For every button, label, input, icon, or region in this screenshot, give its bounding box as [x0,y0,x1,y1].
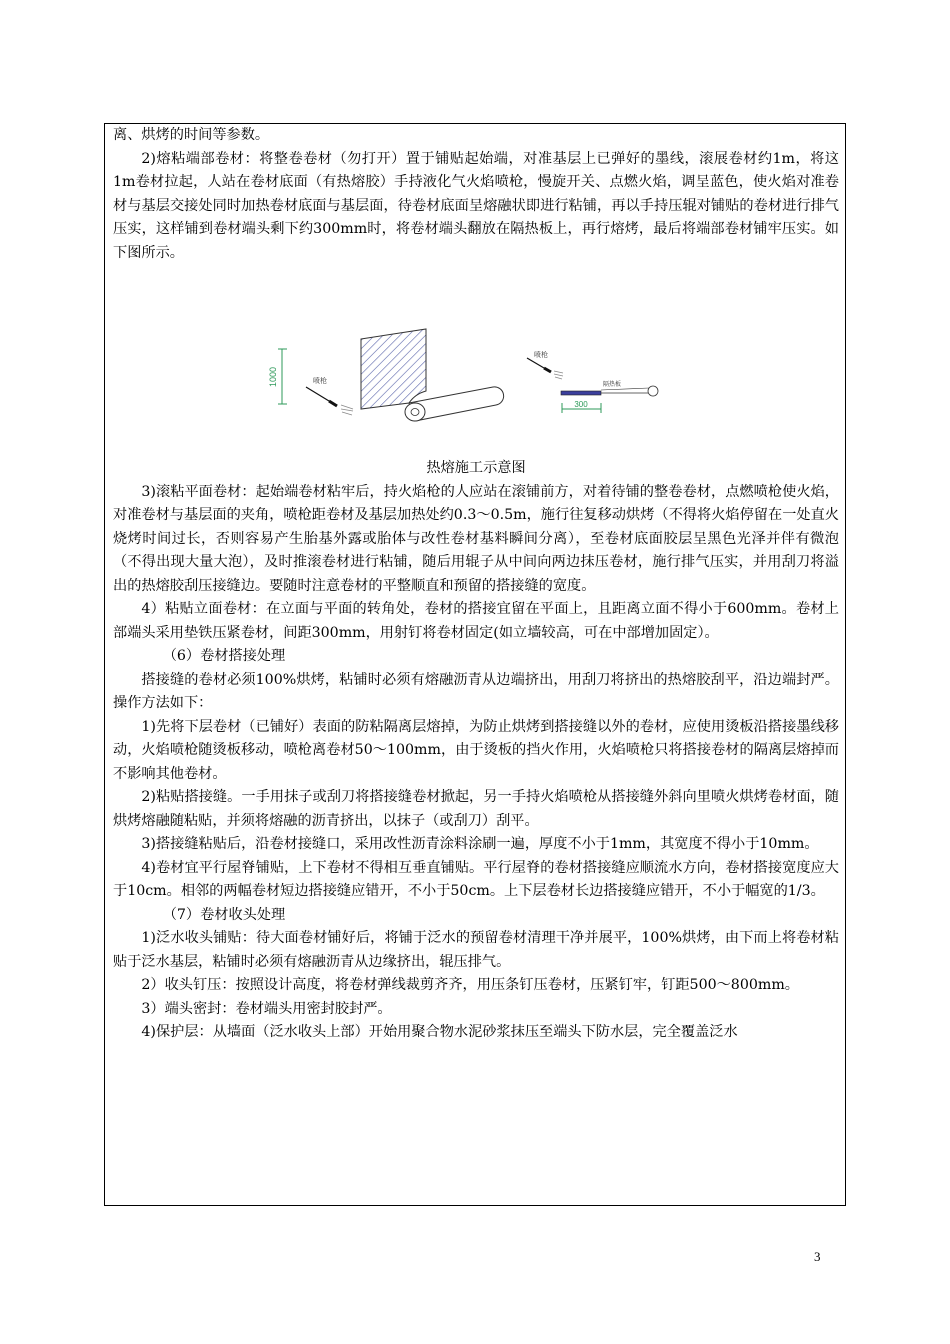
paragraph-p10: 2）收头钉压：按照设计高度，将卷材弹线裁剪齐齐，用压条钉压卷材，压紧钉牢，钉距500～800mm。 [141,977,799,993]
paragraph-p9: 1)泛水收头铺贴：待大面卷材铺好后，将铺于泛水的预留卷材清理干净并展平，100%烘烤，由下而上将卷材粘贴于泛水基层，粘铺时必须有熔融沥青从边缘挤出，辊压排气。 [113,930,839,970]
vertical-membrane [361,329,426,409]
left-torch-label: 喷枪 [313,378,327,385]
paragraph-p2: 3)滚粘平面卷材：起始端卷材粘牢后，持火焰枪的人应站在滚铺前方，对着待铺的整卷卷材，点燃喷枪使火焰，对准卷材与基层面的夹角，喷枪距卷材及基层加热处约0.3～0.5m，施行往复移动烘烤（不得将火焰停留在一处直火烧烤时间过长，否则容易产生胎基外露或胎体与改性卷材基料瞬间分离），至卷材底面胶层呈黑色光泽并伴有微泡（不得出现大量大泡），及时推滚卷材进行粘铺，随后用辊子从中间向两边抹压卷材，施行排气压实，并用刮刀将溢出的热熔胶刮压接缝边。要随时注意卷材的平整顺直和预留的搭接缝的宽度。 [113,483,839,594]
paragraph-p6: 2)粘贴搭接缝。一手用抹子或刮刀将搭接缝卷材掀起，另一手持火焰喷枪从搭接缝外斜向里喷火烘烤卷材面，随烘烤熔融随粘贴，并须将熔融的沥青挤出，以抹子（或刮刀）刮平。 [113,789,839,829]
paragraph-p5: 1)先将下层卷材（已铺好）表面的防粘隔离层熔掉，为防止烘烤到搭接缝以外的卷材，应使用烫板沿搭接墨线移动，火焰喷枪随烫板移动，喷枪离卷材50～100mm，由于烫板的挡火作用，火焰喷枪只将搭接卷材的隔离层熔掉而不影响其他卷材。 [113,718,839,782]
left-dimension-line [278,349,287,404]
hot-melt-diagram [113,291,839,457]
paragraph-p1: 2)熔粘端部卷材：将整卷卷材（勿打开）置于铺贴起始端，对准基层上已弹好的墨线，滚展卷材约1m，将这1m卷材拉起，人站在卷材底面（有热熔胶）手持液化气火焰喷枪，慢旋开关、点燃火焰，调呈蓝色，使火焰对准卷材与基层交接处同时加热卷材底面与基层面，待卷材底面呈熔融状即进行粘铺，再以手持压辊对铺贴的卷材进行排气压实，这样铺到卷材端头剩下约300mm时，将卷材端头翻放在隔热板上，再行熔烤，最后将端部卷材铺牢压实。如下图所示。 [113,150,839,261]
figure-caption: 热熔施工示意图 [426,460,526,476]
right-dim-text: 300 [574,400,588,409]
content-frame [104,123,846,1206]
page-number: 3 [814,1249,821,1264]
right-torch-label: 喷枪 [534,352,548,359]
right-torch-icon [527,358,563,379]
left-dim-text: 1000 [268,366,278,388]
heading-7: （7）卷材收头处理 [162,906,286,923]
torch-icon [306,387,353,415]
paragraph-p11: 3）端头密封：卷材端头用密封胶封严。 [141,1000,392,1017]
paragraph-p7: 3)搭接缝粘贴后，沿卷材接缝口，采用改性沥青涂料涂刷一遍，厚度不小于1mm，其宽度不得小于10mm。 [141,836,819,852]
document-body [113,124,839,1045]
heading-6: （6）卷材搭接处理 [162,648,286,664]
paragraph-p3: 4）粘贴立面卷材：在立面与平面的转角处，卷材的搭接宜留在平面上，且距离立面不得小于600mm。卷材上部端头采用垫铁压紧卷材，间距300mm，用射钉将卷材固定(如立墙较高，可在中部增加固定）。 [113,601,839,641]
paragraph-p8: 4)卷材宜平行屋脊铺贴，上下卷材不得相互垂直铺贴。平行屋脊的卷材搭接缝应顺流水方向，卷材搭接宽度应大于10cm。相邻的两幅卷材短边搭接缝应错开，不小于50cm。上下层卷材长边搭接缝应错开，不小于幅宽的1/3。 [113,859,839,899]
paragraph-p0: 离、烘烤的时间等参数。 [113,127,270,143]
paragraph-p12: 4)保护层：从墙面（泛水收头上部）开始用聚合物水泥砂浆抹压至端头下防水层，完全覆盖泛水 [141,1024,738,1040]
paragraph-p4: 搭接缝的卷材必须100%烘烤，粘铺时必须有熔融沥青从边端挤出，用刮刀将挤出的热熔胶刮平，沿边端封严。操作方法如下： [113,671,839,711]
hot-melt-diagram-svg [113,291,839,457]
board-label: 隔热板 [603,382,622,388]
